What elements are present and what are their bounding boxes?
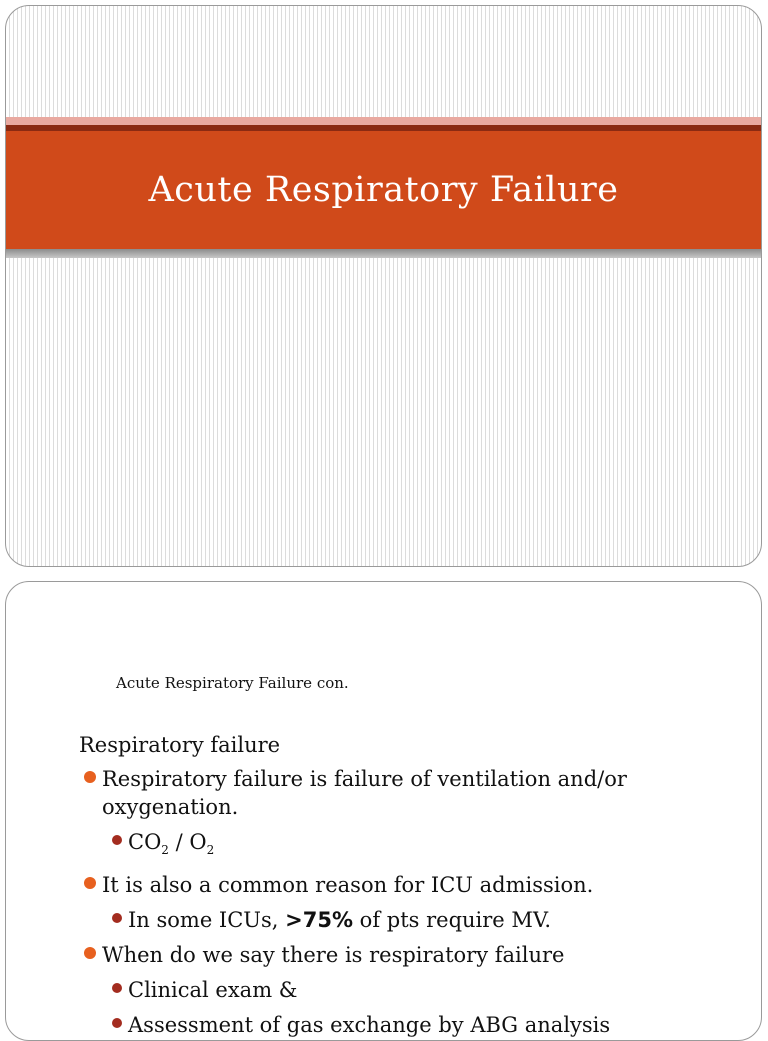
list-item-text: It is also a common reason for ICU admission. (102, 873, 594, 897)
bullet-dot-icon (112, 983, 122, 993)
bullet-dot-icon (112, 913, 122, 923)
list-item-text: Respiratory failure is failure of ventilation and/or oxygenation. (102, 767, 627, 819)
list-item (6, 828, 761, 864)
list-item (6, 941, 761, 969)
title-slide (5, 5, 762, 567)
content-slide (5, 581, 762, 1041)
list-item-text: Assessment of gas exchange by ABG analysis (128, 1013, 611, 1037)
list-item (6, 871, 761, 899)
list-item (6, 1011, 761, 1039)
title-band (6, 131, 761, 249)
slide-heading: Respiratory failure (79, 733, 281, 757)
list-item-text: When do we say there is respiratory failure (102, 943, 565, 967)
bullet-dot-icon (84, 877, 96, 889)
bullet-dot-icon (84, 947, 96, 959)
list-item-text: $CO_2 / O_2$ (128, 830, 215, 857)
list-item-text: Clinical exam & (128, 978, 298, 1002)
bullet-list (6, 765, 761, 1041)
slide-subtitle: Acute Respiratory Failure con. (116, 674, 349, 692)
list-item (6, 906, 761, 934)
slide-title: Acute Respiratory Failure (148, 170, 619, 210)
bullet-dot-icon (112, 835, 122, 845)
list-item-text: In some ICUs, >75% of pts require MV. (128, 908, 552, 932)
title-band-shadow (6, 249, 761, 258)
title-band-accent-top (6, 117, 761, 125)
bullet-dot-icon (84, 771, 96, 783)
list-item (6, 976, 761, 1004)
list-item (6, 765, 761, 821)
bullet-dot-icon (112, 1018, 122, 1028)
